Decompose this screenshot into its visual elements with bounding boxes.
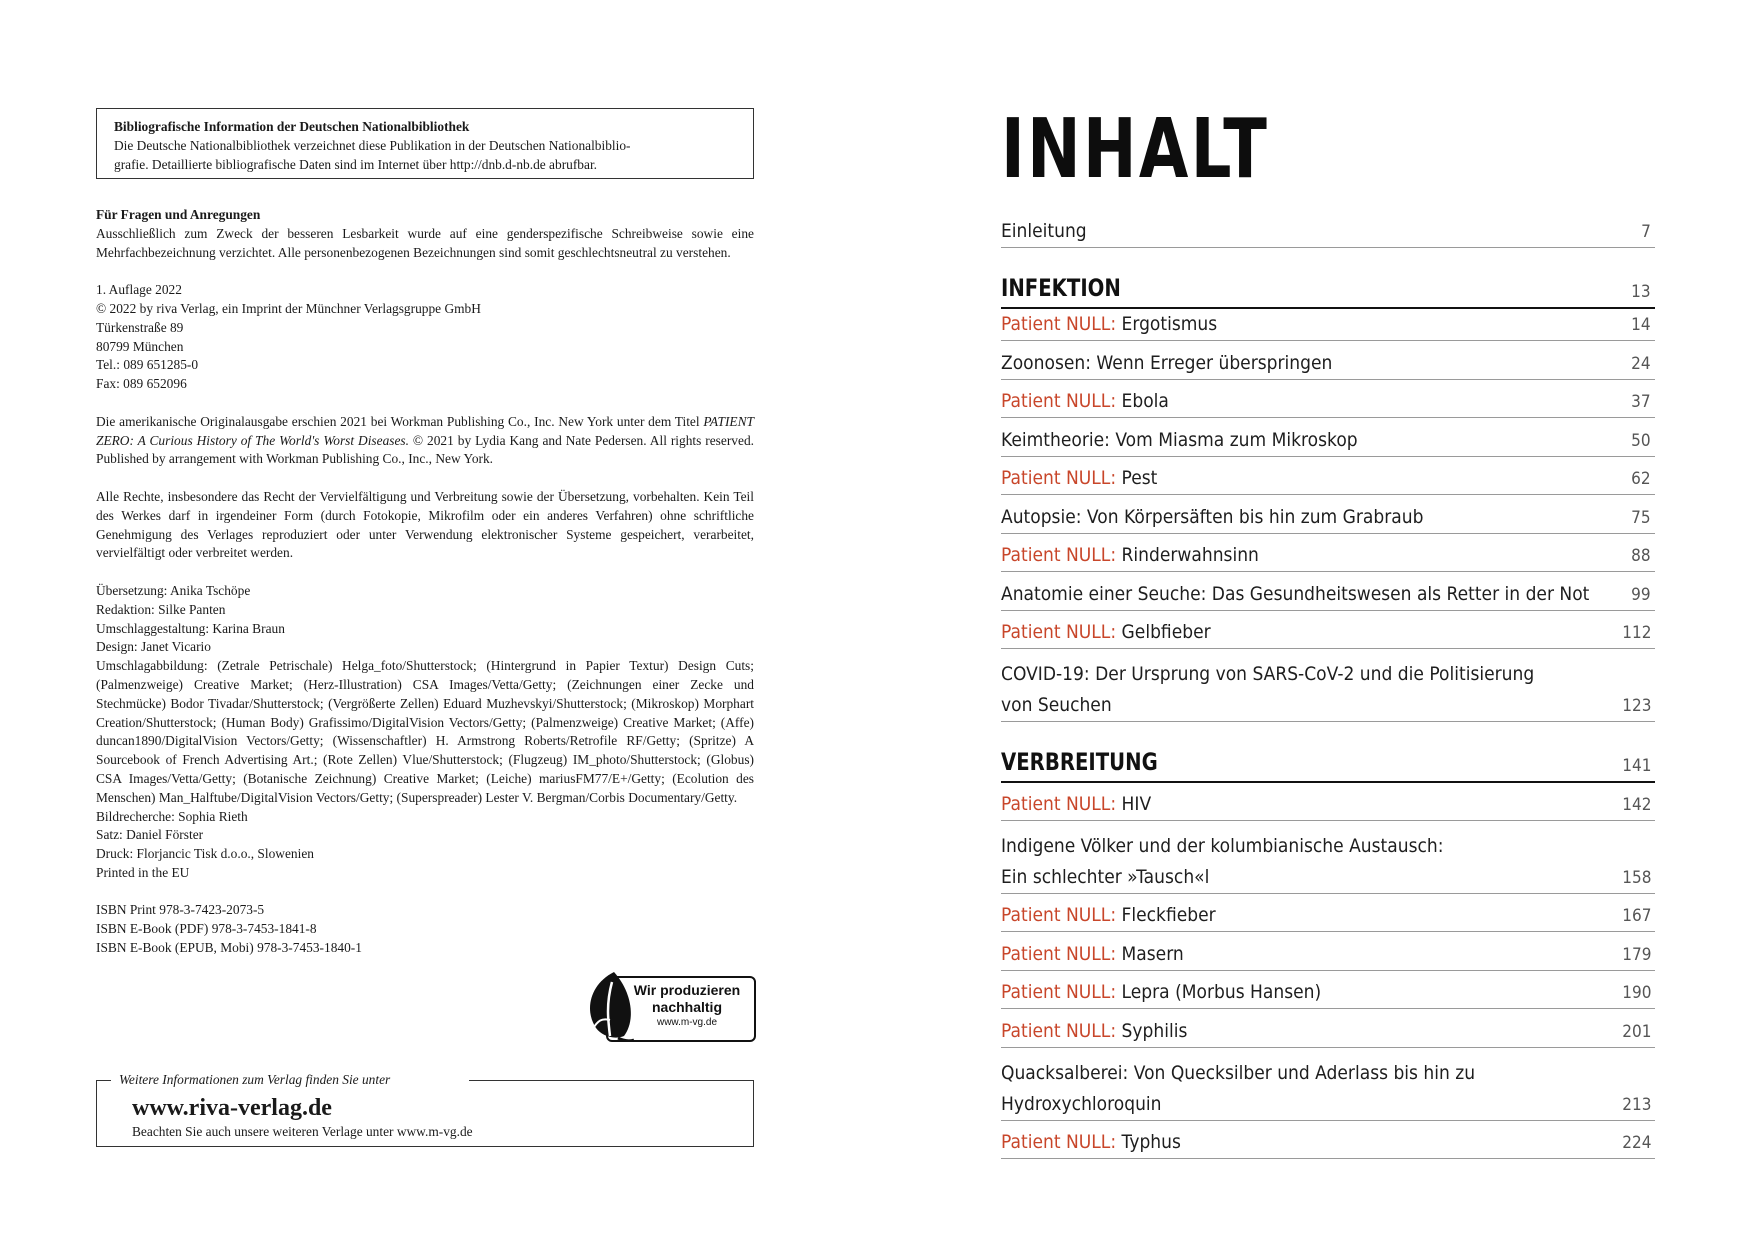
- toc-page-number: 99: [1631, 585, 1651, 605]
- toc-page: [1001, 102, 1655, 1153]
- toc-page-number: 75: [1631, 508, 1651, 528]
- imprint-line: © 2022 by riva Verlag, ein Imprint der Münchner Verlagsgruppe GmbH: [96, 300, 481, 316]
- patient-null-prefix: Patient NULL:: [1001, 1020, 1117, 1042]
- eco-line-1: Wir produzieren: [633, 982, 741, 998]
- toc-entry[interactable]: [1001, 648, 1655, 722]
- toc-entry-title: [1001, 429, 1358, 451]
- toc-entry-title: [1001, 1131, 1181, 1153]
- toc-page-number: 123: [1621, 696, 1651, 716]
- patient-null-prefix: Patient NULL:: [1001, 313, 1117, 335]
- credit-line: Satz: Daniel Förster: [96, 827, 204, 843]
- info-caption: Weitere Informationen zum Verlag finden Sie unter: [119, 1072, 391, 1087]
- eco-line-2: nachhaltig: [651, 999, 722, 1015]
- publisher-info-box: [96, 1072, 754, 1147]
- questions-text: Ausschließlich zum Zweck der besseren Lesbarkeit wurde auf eine genderspezifische Schreibweise sowie eine Mehrfachbezeichnung verzichtet. Alle personenbezogenen Bezeichnungen sind somit geschlechtsneutral zu verstehen.: [96, 225, 754, 260]
- toc-section[interactable]: [1001, 247, 1655, 309]
- toc-entry-text: Syphilis: [1121, 1020, 1188, 1042]
- toc-page-number: 13: [1631, 282, 1651, 302]
- patient-null-prefix: Patient NULL:: [1001, 467, 1117, 489]
- toc-page-number: 201: [1621, 1022, 1651, 1042]
- toc-page-number: 50: [1631, 431, 1651, 451]
- isbn-line: ISBN E-Book (PDF) 978-3-7453-1841-8: [96, 921, 317, 937]
- toc-entry-title: Quacksalberei: Von Quecksilber und Aderlass bis hin zu: [1001, 1062, 1476, 1084]
- toc-page-number: 112: [1621, 623, 1651, 643]
- toc-page-number: 7: [1641, 222, 1651, 242]
- isbn-line: ISBN Print 978-3-7423-2073-5: [96, 902, 265, 918]
- patient-null-prefix: Patient NULL:: [1001, 981, 1117, 1003]
- original-title: PATIENT ZERO: A Curious History of The World's Worst Diseases.: [96, 413, 754, 448]
- toc-entry-title-cont: Hydroxychloroquin: [1001, 1093, 1162, 1115]
- publisher-url[interactable]: www.riva-verlag.de: [132, 1095, 332, 1121]
- credit-line: Printed in the EU: [96, 864, 190, 880]
- patient-null-prefix: Patient NULL:: [1001, 793, 1117, 815]
- toc-entry[interactable]: [1001, 970, 1655, 1009]
- imprint-line: 1. Auflage 2022: [96, 282, 182, 298]
- original-after: © 2021 by Lydia Kang and Nate Pedersen. All rights reserved. Published by arrangement with Workman Publishing Co., Inc., New York.: [96, 432, 754, 467]
- toc-entry-title: [1001, 506, 1423, 528]
- credit-line: Druck: Florjancic Tisk d.o.o., Slowenien: [96, 846, 314, 862]
- toc-entry-title: [1001, 352, 1332, 374]
- toc-entry[interactable]: [1001, 208, 1655, 248]
- isbn-line: ISBN E-Book (EPUB, Mobi) 978-3-7453-1840-1: [96, 940, 362, 956]
- toc-page-number: 142: [1621, 795, 1651, 815]
- toc-entry[interactable]: [1001, 610, 1655, 649]
- toc-page-number: 14: [1631, 315, 1651, 335]
- legal-text: [96, 206, 754, 958]
- toc-entry-title: [1001, 467, 1157, 489]
- toc-page-number: 190: [1621, 983, 1651, 1003]
- toc-entry-text: HIV: [1121, 793, 1152, 815]
- toc-entry-text: Ergotismus: [1121, 313, 1218, 335]
- toc-entry-title: [1001, 748, 1158, 776]
- biblio-title: Bibliografische Information der Deutschen Nationalbibliothek: [114, 119, 470, 134]
- toc-entry[interactable]: [1001, 931, 1655, 971]
- toc-page-number: 141: [1621, 756, 1651, 776]
- toc-page-number: 24: [1631, 354, 1651, 374]
- rights-text: Alle Rechte, insbesondere das Recht der Vervielfältigung und Verbreitung sowie der Übersetzung, vorbehalten. Kein Teil des Werkes darf in irgendeiner Form (durch Fotokopie, Mikrofilm oder ein anderes Verfahren) ohne schriftliche Genehmigung des Verlages reproduziert oder unter Verwendung elektronischer Systeme gespeichert, verarbeitet, vervielfältigt oder verbreitet werden.: [96, 488, 754, 561]
- toc-entry-text: Typhus: [1121, 1131, 1181, 1153]
- original-before: Die amerikanische Originalausgabe erschien 2021 bei Workman Publishing Co., Inc. New York unter dem Titel: [96, 413, 704, 429]
- eco-url: www.m-vg.de: [656, 1017, 717, 1028]
- eco-badge: [584, 970, 754, 1038]
- toc-entry[interactable]: [1001, 379, 1655, 418]
- biblio-line-1: Die Deutsche Nationalbibliothek verzeichnet diese Publikation in der Deutschen Nationalbiblio-: [114, 137, 631, 153]
- original-edition: [96, 413, 754, 469]
- toc-entry[interactable]: [1001, 456, 1655, 495]
- toc-entry-text: Einleitung: [1001, 220, 1087, 242]
- toc-entry[interactable]: [1001, 781, 1655, 821]
- patient-null-prefix: Patient NULL:: [1001, 544, 1117, 566]
- cover-credits: Umschlagabbildung: (Zetrale Petrischale) Helga_foto/Shutterstock; (Hintergrund in Papier Textur) Design Cuts; (Palmenzweige) Creative Market; (Herz-Illustration) CSA Images/Vetta/Getty; (Zeichnungen einer Zecke und Stechmücke) Bodor Tivadar/Shutterstock; (Vergrößerte Zellen) Eduard Muzhevskyi/Shutterstock; (Mikroskop) Morphart Creation/Shutterstock; (Human Body) Grafissimo/DigitalVision Vectors/Getty; (Palmenzweige) Creative Market; (Affe) duncan1890/DigitalVision Vectors/Getty; (Wissenschaftler) H. Armstrong Roberts/Retrofile RF/Getty; (Spritze) A Sourcebook of French Advertising Art.; (Rote Zellen) Vlue/Shutterstock; (Flugzeug) IM_photo/Shutterstock; (Globus) CSA Images/Vetta/Getty; (Botanische Zeichnung) Creative Market; (Leiche) mariusFM77/E+/Getty; (Ecolution des Menschen) Man_Halftube/DigitalVision Vectors/Getty; (Superspreader) Lester V. Bergman/Corbis Documentary/Getty.: [96, 658, 754, 805]
- toc-section[interactable]: [1001, 721, 1655, 783]
- imprint-page: [96, 108, 754, 1139]
- toc-page-number: 62: [1631, 469, 1651, 489]
- toc-entry-title: [1001, 274, 1121, 302]
- questions-title: Für Fragen und Anregungen: [96, 207, 261, 222]
- toc-entry-title-cont: Ein schlechter »Tausch«l: [1001, 866, 1210, 888]
- toc-entry-title-cont: von Seuchen: [1001, 694, 1112, 716]
- toc-entry-text: Fleckfieber: [1121, 904, 1216, 926]
- biblio-box: [96, 108, 754, 179]
- toc-entry-title: [1001, 621, 1211, 643]
- toc-entry[interactable]: [1001, 307, 1655, 341]
- toc-entry-text: Zoonosen: Wenn Erreger überspringen: [1001, 352, 1333, 374]
- toc-entry-title: COVID-19: Der Ursprung von SARS-CoV-2 und die Politisierung: [1001, 663, 1535, 685]
- toc-entry-title: Indigene Völker und der kolumbianische Austausch:: [1001, 835, 1444, 857]
- toc-page-number: 224: [1621, 1133, 1651, 1153]
- toc-entry-title: [1001, 583, 1589, 605]
- credit-line: Bildrecherche: Sophia Rieth: [96, 808, 248, 824]
- toc-entry-text: Keimtheorie: Vom Miasma zum Mikroskop: [1001, 429, 1358, 451]
- toc-entry-title: [1001, 544, 1259, 566]
- toc-page-number: 179: [1621, 945, 1651, 965]
- toc-entry-text: Ebola: [1121, 390, 1169, 412]
- toc-entry-text: Gelbfieber: [1121, 621, 1211, 643]
- toc-page-number: 88: [1631, 546, 1651, 566]
- credit-line: Umschlaggestaltung: Karina Braun: [96, 620, 285, 636]
- imprint-line: 80799 München: [96, 338, 184, 354]
- patient-null-prefix: Patient NULL:: [1001, 943, 1117, 965]
- patient-null-prefix: Patient NULL:: [1001, 390, 1117, 412]
- patient-null-prefix: Patient NULL:: [1001, 904, 1117, 926]
- toc-entry-title: [1001, 981, 1321, 1003]
- toc-entry-text: Autopsie: Von Körpersäften bis hin zum Grabraub: [1001, 506, 1424, 528]
- toc-entry-title: [1001, 220, 1087, 242]
- credit-line: Design: Janet Vicario: [96, 639, 211, 655]
- toc-entry-title: [1001, 943, 1184, 965]
- toc-entry[interactable]: [1001, 340, 1655, 380]
- toc-page-number: 167: [1621, 906, 1651, 926]
- patient-null-prefix: Patient NULL:: [1001, 621, 1117, 643]
- info-sub: Beachten Sie auch unsere weiteren Verlage unter www.m-vg.de: [132, 1124, 473, 1139]
- imprint-line: Türkenstraße 89: [96, 319, 184, 335]
- toc-entry-text: Masern: [1121, 943, 1184, 965]
- credit-line: Redaktion: Silke Panten: [96, 601, 226, 617]
- toc-entry-text: Pest: [1121, 467, 1158, 489]
- toc-entry-title: [1001, 793, 1151, 815]
- biblio-line-2: grafie. Detaillierte bibliografische Daten sind im Internet über http://dnb.d-nb.de abrufbar.: [114, 156, 598, 172]
- toc-entry-text: INFEKTION: [1001, 274, 1121, 302]
- toc-entry-text: Anatomie einer Seuche: Das Gesundheitswesen als Retter in der Not: [1001, 583, 1590, 605]
- toc-entry[interactable]: [1001, 820, 1655, 894]
- toc-entry-title: [1001, 390, 1169, 412]
- toc-entry[interactable]: [1001, 494, 1655, 534]
- toc-entry[interactable]: [1001, 893, 1655, 932]
- toc-title: INHALT: [1001, 102, 1270, 197]
- toc-entry-title: [1001, 904, 1216, 926]
- toc-entry-title: [1001, 313, 1217, 335]
- imprint-line: Tel.: 089 651285-0: [96, 357, 199, 373]
- toc-entry-title: [1001, 1020, 1187, 1042]
- toc-entry-text: Lepra (Morbus Hansen): [1121, 981, 1322, 1003]
- toc-page-number: 158: [1621, 868, 1651, 888]
- toc-entry[interactable]: [1001, 1120, 1655, 1159]
- patient-null-prefix: Patient NULL:: [1001, 1131, 1117, 1153]
- toc-entry[interactable]: [1001, 417, 1655, 457]
- imprint-line: Fax: 089 652096: [96, 376, 187, 392]
- toc-entry[interactable]: [1001, 1008, 1655, 1048]
- toc-entry-text: Rinderwahnsinn: [1121, 544, 1259, 566]
- toc-entry[interactable]: [1001, 533, 1655, 572]
- credit-line: Übersetzung: Anika Tschöpe: [96, 582, 251, 598]
- toc-entry-text: VERBREITUNG: [1001, 748, 1158, 776]
- toc-entry[interactable]: [1001, 1047, 1655, 1121]
- toc-page-number: 213: [1621, 1095, 1651, 1115]
- toc-entry[interactable]: [1001, 571, 1655, 611]
- toc-page-number: 37: [1631, 392, 1651, 412]
